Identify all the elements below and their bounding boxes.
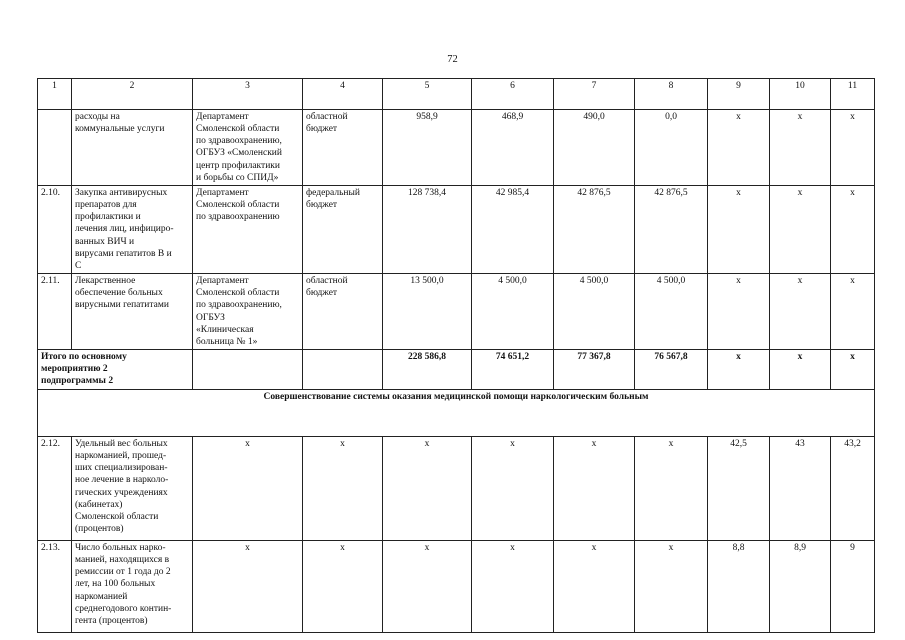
table-row xyxy=(38,436,875,540)
cell-col11: 9 xyxy=(831,540,875,632)
cell-col8: 42 876,5 xyxy=(635,185,708,273)
cell-col5: 128 738,4 xyxy=(383,185,472,273)
total-empty-cell xyxy=(193,349,303,389)
cell-col6: 4 500,0 xyxy=(472,274,554,350)
cell-col10: х xyxy=(770,110,831,186)
header-row xyxy=(38,79,875,110)
cell-col4: х xyxy=(303,436,383,540)
row-name: Число больных нарко- манией, находящихся в ремиссии от 1 года до 2 лет, на 100 больных наркоманией среднегодового контин- гента (процентов) xyxy=(72,540,193,632)
header-cell: 4 xyxy=(303,79,383,110)
row-number: 2.11. xyxy=(38,274,72,350)
cell-col8: 0,0 xyxy=(635,110,708,186)
cell-col11: х xyxy=(831,185,875,273)
row-number: 2.13. xyxy=(38,540,72,632)
table-row xyxy=(38,540,875,632)
total-col10: х xyxy=(770,349,831,389)
row-name: Удельный вес больных наркоманией, прошед- ших специализирован- ное лечение в нарколо- гических учреждениях (кабинетах) Смоленской области (процентов) xyxy=(72,436,193,540)
header-cell: 5 xyxy=(383,79,472,110)
table-row xyxy=(38,110,875,186)
cell-col5: 13 500,0 xyxy=(383,274,472,350)
row-number xyxy=(38,110,72,186)
cell-col4: х xyxy=(303,540,383,632)
cell-col8: х xyxy=(635,436,708,540)
page-number: 72 xyxy=(447,54,458,65)
cell-col6: 42 985,4 xyxy=(472,185,554,273)
row-source: федеральный бюджет xyxy=(303,185,383,273)
cell-col8: х xyxy=(635,540,708,632)
cell-col9: 8,8 xyxy=(708,540,770,632)
total-col5: 228 586,8 xyxy=(383,349,472,389)
cell-col6: х xyxy=(472,436,554,540)
row-source: областной бюджет xyxy=(303,110,383,186)
cell-col9: х xyxy=(708,110,770,186)
row-name: Закупка антивирусных препаратов для профилактики и лечения лиц, инфициро- ванных ВИЧ и вирусами гепатитов В и С xyxy=(72,185,193,273)
total-col11: х xyxy=(831,349,875,389)
row-executor: Департамент Смоленской области по здравоохранению xyxy=(193,185,303,273)
header-cell: 7 xyxy=(554,79,635,110)
cell-col9: х xyxy=(708,274,770,350)
cell-col7: 42 876,5 xyxy=(554,185,635,273)
cell-col7: 490,0 xyxy=(554,110,635,186)
table-row xyxy=(38,274,875,350)
header-cell: 3 xyxy=(193,79,303,110)
cell-col10: х xyxy=(770,274,831,350)
row-number: 2.12. xyxy=(38,436,72,540)
header-cell: 2 xyxy=(72,79,193,110)
cell-col5: х xyxy=(383,436,472,540)
total-empty-cell xyxy=(303,349,383,389)
budget-table xyxy=(37,78,875,633)
cell-col10: 43 xyxy=(770,436,831,540)
section-row xyxy=(38,389,875,436)
cell-col11: х xyxy=(831,274,875,350)
header-cell: 1 xyxy=(38,79,72,110)
row-number: 2.10. xyxy=(38,185,72,273)
header-cell: 9 xyxy=(708,79,770,110)
cell-col8: 4 500,0 xyxy=(635,274,708,350)
total-col8: 76 567,8 xyxy=(635,349,708,389)
row-name: Лекарственное обеспечение больных вирусными гепатитами xyxy=(72,274,193,350)
cell-col10: 8,9 xyxy=(770,540,831,632)
section-title: Совершенствование системы оказания медицинской помощи наркологическим больным xyxy=(38,389,875,436)
cell-col5: 958,9 xyxy=(383,110,472,186)
cell-col9: х xyxy=(708,185,770,273)
cell-col7: х xyxy=(554,540,635,632)
table-row xyxy=(38,185,875,273)
total-col7: 77 367,8 xyxy=(554,349,635,389)
header-cell: 6 xyxy=(472,79,554,110)
cell-col3: х xyxy=(193,436,303,540)
row-source: областной бюджет xyxy=(303,274,383,350)
row-executor: Департамент Смоленской области по здравоохранению, ОГБУЗ «Смоленский центр профилактики и борьбы со СПИД» xyxy=(193,110,303,186)
cell-col9: 42,5 xyxy=(708,436,770,540)
cell-col11: х xyxy=(831,110,875,186)
cell-col5: х xyxy=(383,540,472,632)
cell-col7: 4 500,0 xyxy=(554,274,635,350)
header-cell: 8 xyxy=(635,79,708,110)
total-col9: х xyxy=(708,349,770,389)
cell-col11: 43,2 xyxy=(831,436,875,540)
total-label: Итого по основному мероприятию 2 подпрограммы 2 xyxy=(38,349,193,389)
total-row xyxy=(38,349,875,389)
row-executor: Департамент Смоленской области по здравоохранению, ОГБУЗ «Клиническая больница № 1» xyxy=(193,274,303,350)
cell-col3: х xyxy=(193,540,303,632)
row-name: расходы на коммунальные услуги xyxy=(72,110,193,186)
cell-col10: х xyxy=(770,185,831,273)
cell-col6: 468,9 xyxy=(472,110,554,186)
header-cell: 11 xyxy=(831,79,875,110)
cell-col6: х xyxy=(472,540,554,632)
total-col6: 74 651,2 xyxy=(472,349,554,389)
cell-col7: х xyxy=(554,436,635,540)
header-cell: 10 xyxy=(770,79,831,110)
